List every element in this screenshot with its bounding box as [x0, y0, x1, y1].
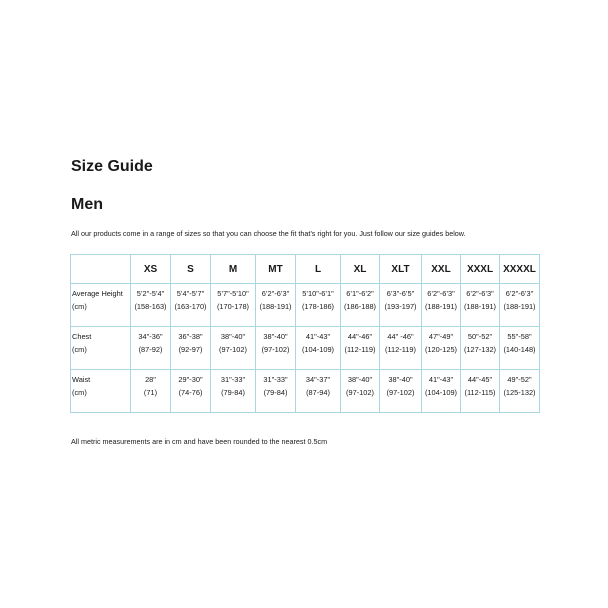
table-cell [171, 370, 211, 413]
row-label-line: (cm) [72, 345, 87, 354]
table-cell [211, 370, 256, 413]
imperial-value: 38"-40" [388, 375, 413, 384]
imperial-value: 44" -46" [387, 332, 414, 341]
size-header-xlt: XLT [380, 255, 422, 284]
metric-value: (112-115) [464, 388, 496, 397]
intro-text: All our products come in a range of sizes so that you can choose the fit that’s right for you. Just follow our size guides below. [71, 229, 466, 238]
table-row [71, 370, 540, 413]
table-cell [500, 370, 540, 413]
row-label [71, 327, 131, 370]
imperial-value: 38"-40" [347, 375, 373, 384]
metric-value: (163-170) [174, 302, 207, 311]
imperial-value: 6’1"-6’2" [346, 289, 374, 298]
metric-value: (188-191) [503, 302, 536, 311]
size-header-xs: XS [131, 255, 171, 284]
size-header-l: L [296, 255, 341, 284]
size-header-xl: XL [341, 255, 380, 284]
table-cell [131, 370, 171, 413]
row-label-line: (cm) [72, 388, 87, 397]
row-label [71, 370, 131, 413]
size-header-xxxxl: XXXXL [500, 255, 540, 284]
table-cell [461, 327, 500, 370]
imperial-value: 5’4"-5’7" [176, 289, 205, 298]
table-cell [256, 370, 296, 413]
imperial-value: 34"-37" [305, 375, 331, 384]
metric-value: (97-102) [346, 388, 374, 397]
row-label-line: (cm) [72, 302, 87, 311]
size-table [70, 254, 540, 413]
imperial-value: 50"-52" [467, 332, 493, 341]
metric-value: (104-109) [424, 388, 458, 397]
metric-value: (170-178) [216, 302, 250, 311]
imperial-value: 31"-33" [263, 375, 288, 384]
table-cell [131, 327, 171, 370]
row-label-line: Chest [72, 332, 92, 341]
metric-value: (188-191) [463, 302, 497, 311]
imperial-value: 38"-40" [263, 332, 288, 341]
table-cell [422, 370, 461, 413]
imperial-value: 44"-46" [347, 332, 373, 341]
table-cell [341, 370, 380, 413]
table-cell [296, 284, 341, 327]
metric-value: (178-186) [301, 302, 335, 311]
metric-value: (140-148) [503, 345, 536, 354]
imperial-value: 29"-30" [178, 375, 203, 384]
metric-value: (127-132) [463, 345, 497, 354]
size-header-xxxl: XXXL [461, 255, 500, 284]
table-row [71, 327, 540, 370]
metric-value: (125-132) [503, 388, 536, 397]
imperial-value: 5’2"-5’4" [136, 289, 165, 298]
table-cell [296, 327, 341, 370]
table-cell [171, 327, 211, 370]
imperial-value: 41"-43" [428, 375, 454, 384]
footnote: All metric measurements are in cm and have been rounded to the nearest 0.5cm [71, 437, 328, 446]
metric-value: (92-97) [178, 345, 203, 354]
table-row [71, 284, 540, 327]
imperial-value: 49"-52" [507, 375, 532, 384]
metric-value: (112-119) [385, 345, 416, 354]
table-cell [256, 284, 296, 327]
imperial-value: 34"-36" [138, 332, 163, 341]
metric-value: (188-191) [424, 302, 458, 311]
metric-value: (104-109) [301, 345, 335, 354]
table-cell [500, 327, 540, 370]
imperial-value: 6’2"-6’3" [427, 289, 455, 298]
table-cell [380, 284, 422, 327]
row-label [71, 284, 131, 327]
table-cell [171, 284, 211, 327]
section-title-men: Men [71, 196, 103, 213]
imperial-value: 6’2"-6’3" [261, 289, 290, 298]
table-cell [461, 370, 500, 413]
metric-value: (97-102) [386, 388, 415, 397]
table-cell [131, 284, 171, 327]
size-header-s: S [171, 255, 211, 284]
row-label-line: Average Height [72, 289, 123, 298]
table-cell [211, 284, 256, 327]
metric-value: (87-92) [138, 345, 163, 354]
imperial-value: 44"-45" [467, 375, 493, 384]
metric-value: (158-163) [134, 302, 167, 311]
metric-value: (186-188) [343, 302, 377, 311]
metric-value: (71) [143, 388, 158, 397]
metric-value: (193-197) [384, 302, 417, 311]
table-cell [461, 284, 500, 327]
imperial-value: 28" [145, 375, 156, 384]
metric-value: (112-119) [344, 345, 376, 354]
size-header-mt: MT [256, 255, 296, 284]
imperial-value: 5’7"-5’10" [217, 289, 249, 298]
metric-value: (120-125) [424, 345, 458, 354]
table-cell [500, 284, 540, 327]
metric-value: (79-84) [263, 388, 288, 397]
table-cell [341, 284, 380, 327]
imperial-value: 41"-43" [305, 332, 331, 341]
page-title: Size Guide [71, 158, 153, 175]
imperial-value: 31"-33" [220, 375, 246, 384]
metric-value: (97-102) [219, 345, 247, 354]
imperial-value: 5’10"-6’1" [302, 289, 334, 298]
imperial-value: 6’3"-6’5" [386, 289, 415, 298]
row-label-line: Waist [72, 375, 91, 384]
table-cell [211, 327, 256, 370]
metric-value: (87-94) [306, 388, 330, 397]
imperial-value: 6’2"-6’3" [505, 289, 534, 298]
imperial-value: 36"-38" [178, 332, 203, 341]
table-cell [341, 327, 380, 370]
metric-value: (97-102) [261, 345, 290, 354]
size-header-xxl: XXL [422, 255, 461, 284]
size-header-row [71, 255, 540, 284]
table-cell [380, 370, 422, 413]
table-cell [256, 327, 296, 370]
table-cell [422, 327, 461, 370]
table-cell [422, 284, 461, 327]
imperial-value: 47"-49" [428, 332, 454, 341]
imperial-value: 38"-40" [220, 332, 246, 341]
imperial-value: 55"-58" [507, 332, 532, 341]
size-header-m: M [211, 255, 256, 284]
metric-value: (79-84) [221, 388, 245, 397]
metric-value: (74-76) [178, 388, 203, 397]
header-empty-cell [71, 255, 131, 284]
metric-value: (188-191) [259, 302, 292, 311]
table-cell [296, 370, 341, 413]
imperial-value: 6’2"-6’3" [466, 289, 494, 298]
table-cell [380, 327, 422, 370]
